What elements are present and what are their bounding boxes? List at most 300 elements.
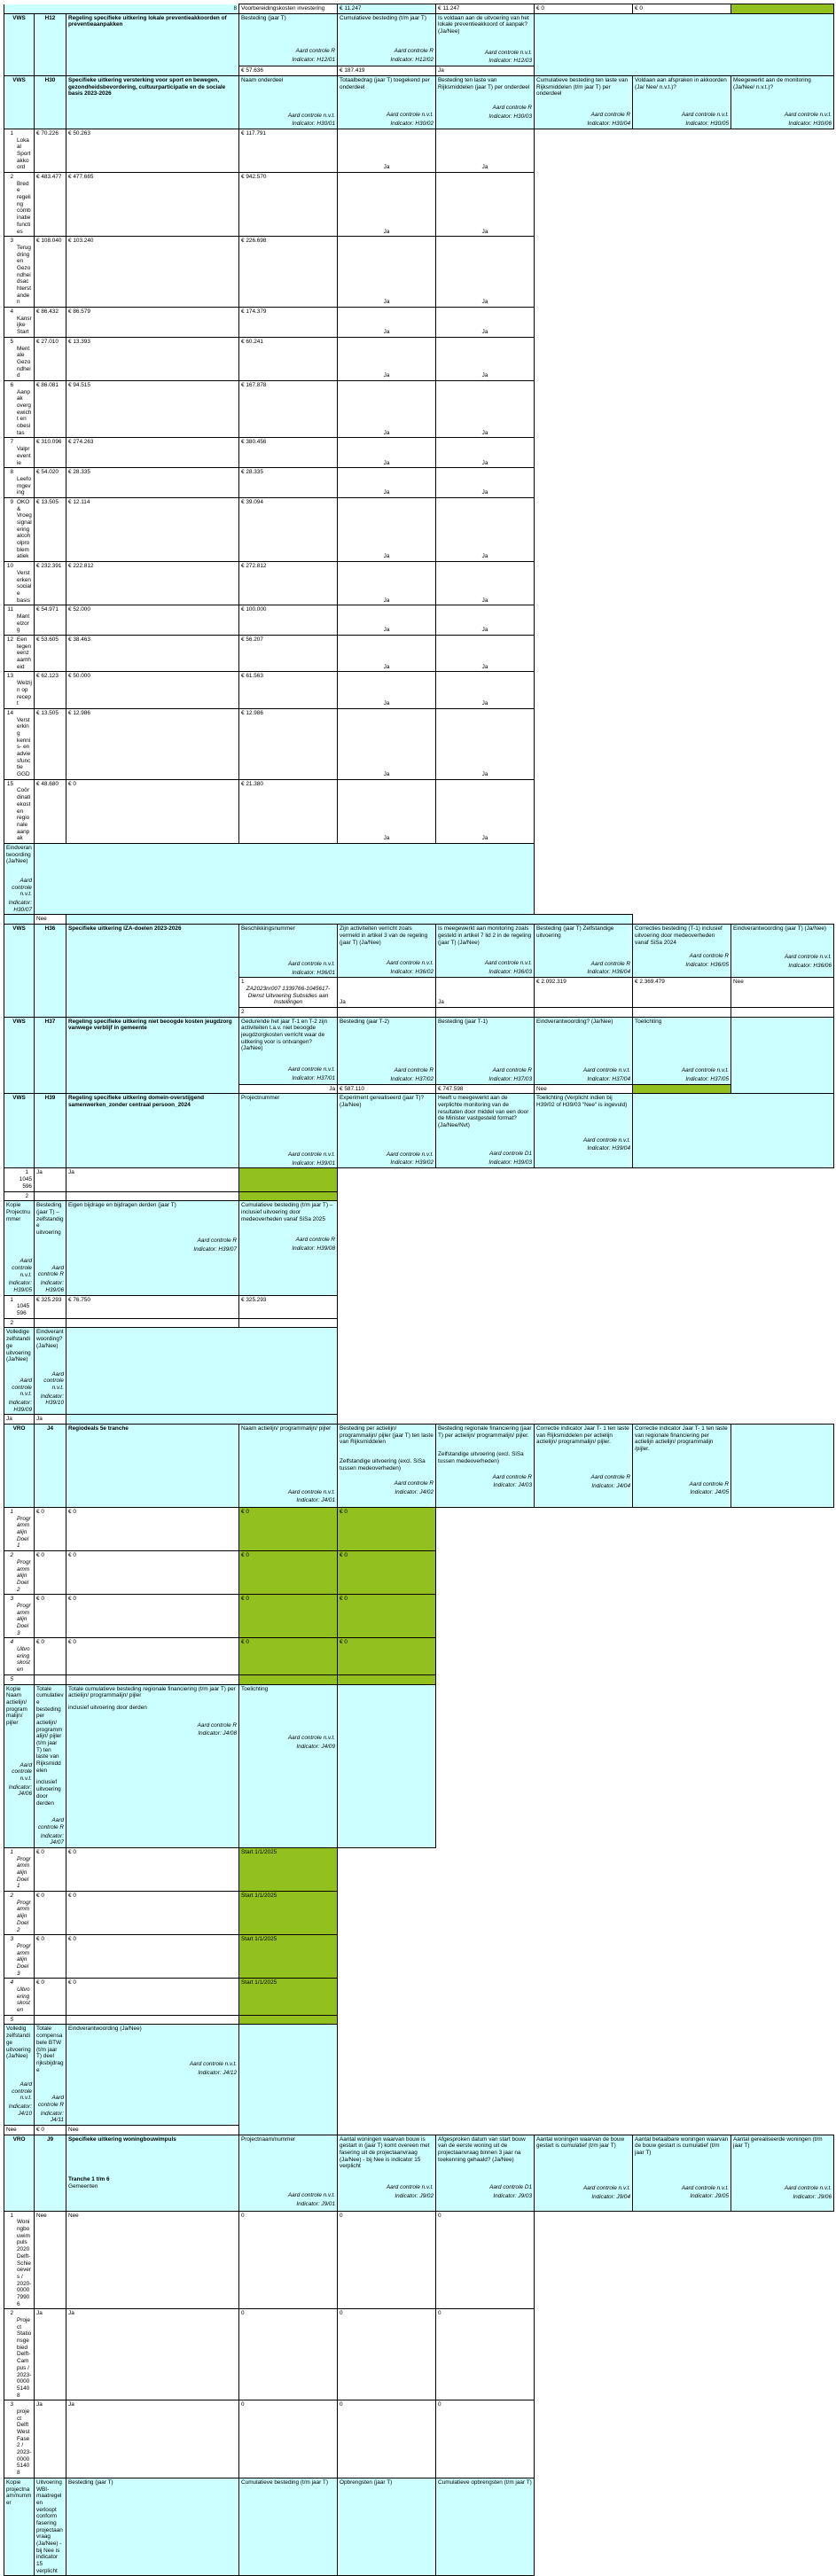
row-index: 1 xyxy=(10,2212,13,2219)
cell-value[interactable]: € 70.226 xyxy=(35,129,66,172)
cell-value[interactable] xyxy=(35,1191,66,1201)
cell-value[interactable]: € 0 xyxy=(66,1508,239,1551)
table-row xyxy=(4,605,834,636)
cell-label[interactable] xyxy=(4,1551,35,1595)
cell-value[interactable]: Ja xyxy=(338,708,436,779)
cell-value[interactable]: € 13.393 xyxy=(66,337,239,380)
cell-value[interactable]: € 0 xyxy=(239,1638,338,1674)
table-row xyxy=(4,438,834,468)
cell-value[interactable]: € 226.698 xyxy=(239,237,338,308)
cell-value[interactable]: € 54.971 xyxy=(35,605,66,636)
cell-value[interactable]: € 52.000 xyxy=(66,605,239,636)
column-header: Correcties besteding (T-1) inclusief uitvoering door medeoverheden vanaf SiSa 2024 Aard controle R Indicator: H36/05 xyxy=(633,925,731,978)
cell-label[interactable] xyxy=(4,2211,35,2309)
column-header: Afgesproken datum van start bouw van de eerste woning uit de projectaanvraag binnen 3 jaar na toekenning gehaald? (Ja/Nee) Aard controle D1 Indicator: J9/03 xyxy=(436,2135,535,2211)
cell-value[interactable]: € 53.605 xyxy=(35,636,66,672)
cell-value[interactable]: € 222.812 xyxy=(66,562,239,605)
cell-value[interactable]: Ja xyxy=(35,2400,66,2478)
cell-label[interactable] xyxy=(4,1295,35,1318)
section-header-j9 xyxy=(4,2135,834,2211)
sisa-table xyxy=(4,4,834,2576)
row-index: 5 xyxy=(10,2016,13,2023)
cell-label[interactable] xyxy=(4,2400,35,2478)
cell-value[interactable]: Ja xyxy=(338,779,436,843)
cell-value[interactable]: Ja xyxy=(338,605,436,636)
cell-value[interactable]: € 167.878 xyxy=(239,380,338,438)
cell-value[interactable]: Ja xyxy=(338,129,436,172)
cell-label[interactable] xyxy=(4,337,35,380)
row-label: Programmalijn Doel 2 xyxy=(17,1558,31,1593)
cell-value[interactable]: Ja xyxy=(66,2400,239,2478)
cell-value[interactable]: Nee xyxy=(35,2211,66,2309)
column-header: Experiment gerealiseerd (jaar T)? (Ja/Nee) Aard controle n.v.t. Indicator: H39/02 xyxy=(338,1094,436,1168)
cell-value[interactable] xyxy=(239,1318,338,1328)
cell-value[interactable]: € 103.240 xyxy=(66,237,239,308)
section-header-j9-2 xyxy=(4,2478,834,2576)
cell-value[interactable]: € 325.293 xyxy=(239,1295,338,1318)
column-header: Kopie Naam actielijn/ programmalijn/ pijler Aard controle n.v.t. Indicator: J4/06 xyxy=(4,1684,35,1847)
cell-value[interactable]: Ja xyxy=(66,2309,239,2400)
cell-value[interactable]: 0 xyxy=(239,2400,338,2478)
column-header: Heeft u meegewerkt aan de verplichte monitoring van de resultaten door middel van een door de Minister vastgesteld format? (Ja/Nee/Nvt) Aard controle D1 Indicator: H39/03 xyxy=(436,1094,535,1168)
column-header: Uitvoering WBI-maatregelen verloopt conform fasering projectaanvraag (Ja/Nee) - bij Nee is indicator 15 verplicht xyxy=(35,2478,66,2576)
cell-value[interactable]: € 12.986 xyxy=(239,708,338,779)
cell-value[interactable]: € 100.000 xyxy=(239,605,338,636)
cell-label[interactable] xyxy=(4,1638,35,1674)
row-index: 2 xyxy=(10,1319,13,1326)
empty-area xyxy=(66,1328,338,1415)
cell-value[interactable]: 0 xyxy=(338,2211,436,2309)
row-index: 5 xyxy=(10,1675,13,1682)
cell-value[interactable]: Ja xyxy=(338,173,436,237)
cell-label[interactable] xyxy=(4,237,35,308)
cell-value[interactable]: € 54.020 xyxy=(35,468,66,498)
cell-value[interactable]: 0 xyxy=(239,2211,338,2309)
empty-area xyxy=(535,13,834,75)
cell-label[interactable] xyxy=(4,380,35,438)
cell-value[interactable]: € 13.505 xyxy=(35,708,66,779)
column-header: Aantal betaalbare woningen waarvan de bouw gestart is cumulatief (t/m jaar T) Aard controle n.v.t. Indicator: J9/05 xyxy=(633,2135,731,2211)
cell-label[interactable] xyxy=(4,1674,35,1684)
column-header: Cumulatieve besteding (t/m jaar T) – inclusief uitvoering door medeoverheden vanaf SiSa 2025 Aard controle R Indicator: H39/08 xyxy=(239,1201,338,1296)
cell-value[interactable]: € 28.335 xyxy=(239,468,338,498)
row-index: 8 xyxy=(10,469,13,476)
cell-value[interactable]: Start 1/1/2025 xyxy=(239,1892,338,1935)
cell-value[interactable]: € 483.477 xyxy=(35,173,66,237)
cell-value[interactable]: € 0 xyxy=(338,1595,436,1638)
cell-value[interactable]: € 0 xyxy=(35,1979,66,2015)
row-index: 2 xyxy=(10,174,13,180)
row-label: Terugdringen Gezondheidsachterstanden xyxy=(17,244,31,306)
cell-label[interactable] xyxy=(4,308,35,338)
cell-value[interactable]: Ja xyxy=(436,129,535,172)
cell-value[interactable]: € 50.263 xyxy=(66,129,239,172)
cell-label[interactable] xyxy=(4,605,35,636)
column-header: Gedurende het jaar T-1 en T-2 zijn activiteiten t.a.v. niet beoogde jeugdzorgkosten verricht waar de uitkering voor is ontvangen? (Ja/Nee) Aard controle n.v.t. Indicator: H37/01 xyxy=(239,1017,338,1084)
cell-value[interactable]: € 0 xyxy=(66,779,239,843)
regulation-code: H39 xyxy=(35,1094,66,1168)
cell-value[interactable] xyxy=(338,1674,436,1684)
cell-value[interactable] xyxy=(239,1191,338,1201)
cell-value[interactable]: 0 xyxy=(338,2400,436,2478)
cell-value[interactable]: 0 xyxy=(436,2309,535,2400)
cell-value[interactable]: Ja xyxy=(436,380,535,438)
column-header: Eindverantwoording? (Ja/Nee) Aard controle n.v.t. Indicator: H39/10 xyxy=(35,1328,66,1415)
cell-value[interactable]: 0 xyxy=(436,2400,535,2478)
cell-value[interactable]: Ja xyxy=(338,672,436,708)
row-index: 3 xyxy=(10,1936,13,1943)
cell-value[interactable]: Ja xyxy=(338,237,436,308)
cell-label[interactable] xyxy=(4,2015,35,2025)
cell-value[interactable]: Ja xyxy=(436,337,535,380)
cell-highlight xyxy=(731,4,834,14)
table-row xyxy=(4,1847,834,1891)
cell-value[interactable] xyxy=(731,1007,834,1017)
cell-value[interactable]: Ja xyxy=(239,1084,338,1094)
table-row xyxy=(4,337,834,380)
empty-area xyxy=(35,843,535,915)
cell-value[interactable]: € 0 xyxy=(239,1551,338,1595)
table-row xyxy=(4,562,834,605)
cell-value[interactable]: € 57.636 xyxy=(239,66,338,76)
cell-value[interactable]: € 12.986 xyxy=(66,708,239,779)
cell-label[interactable] xyxy=(4,562,35,605)
cell-value[interactable]: Ja xyxy=(436,308,535,338)
cell-value[interactable]: € 0 xyxy=(35,1595,66,1638)
cell-value[interactable]: Ja xyxy=(338,337,436,380)
cell-value[interactable]: Ja xyxy=(4,1415,35,1425)
cell-value[interactable]: € 27.010 xyxy=(35,337,66,380)
regulation-code: J9 xyxy=(35,2135,66,2211)
cell-label[interactable] xyxy=(4,708,35,779)
cell-value[interactable]: Ja xyxy=(35,1168,66,1191)
row-label: Project Stationsgebied Delft-Campus / 2023-000051408 xyxy=(17,2317,32,2399)
cell-value[interactable]: € 62.123 xyxy=(35,672,66,708)
section-header-j4-3 xyxy=(4,2025,834,2126)
cell-value[interactable] xyxy=(633,1084,731,1094)
cell-label[interactable] xyxy=(4,1935,35,1979)
cell-value[interactable]: Ja xyxy=(436,66,535,76)
column-header: Projectnummer Aard controle n.v.t. Indicator: H39/01 xyxy=(239,1094,338,1168)
cell-label[interactable] xyxy=(4,1168,35,1191)
cell-value[interactable]: 0 xyxy=(436,2211,535,2309)
column-header: Eindverantwoording (Ja/Nee) Aard controle n.v.t. Indicator: H30/07 xyxy=(4,843,35,915)
cell-value[interactable]: Ja xyxy=(338,308,436,338)
table-row xyxy=(4,1551,834,1595)
cell-value[interactable]: € 0 xyxy=(35,1638,66,1674)
cell-value[interactable]: Ja xyxy=(436,438,535,468)
column-header: Correctie indicator Jaar T- 1 ten laste van regionale financiering per actielijn actielijn/ programmalijn /pijler. Aard controle R Indicator: J4/05 xyxy=(633,1425,731,1508)
cell-value[interactable]: € 94.515 xyxy=(66,380,239,438)
cell-label[interactable] xyxy=(4,672,35,708)
regulation-subtitle-2: Gemeenten xyxy=(68,2183,98,2190)
empty-area xyxy=(66,1415,338,1425)
cell-label[interactable] xyxy=(4,173,35,237)
cell-value[interactable] xyxy=(633,1007,731,1017)
cell-value[interactable]: € 61.563 xyxy=(239,672,338,708)
cell-value[interactable]: € 0 xyxy=(633,4,731,14)
cell-value[interactable]: € 272.812 xyxy=(239,562,338,605)
cell-value[interactable]: Ja xyxy=(436,237,535,308)
cell-value[interactable]: € 0 xyxy=(66,1638,239,1674)
cell-value[interactable]: € 0 xyxy=(66,1935,239,1979)
cell-value[interactable]: Ja xyxy=(338,978,436,1008)
column-header: Besteding (jaar T) Zelfstandige uitvoering Aard controle R Indicator: H36/04 xyxy=(535,925,633,978)
cell-value[interactable]: Ja xyxy=(436,468,535,498)
cell-value[interactable]: 0 xyxy=(338,2309,436,2400)
cell-value[interactable]: € 86.081 xyxy=(35,380,66,438)
table-row xyxy=(4,237,834,308)
row-label: Leefomgeving xyxy=(17,475,31,496)
cell-value[interactable]: Nee xyxy=(35,915,66,925)
row-label: OKO & Vroegsignalering alcoholproblematiek xyxy=(17,498,32,560)
regulation-title: Specifieke uitkering IZA-doelen 2023-2026 xyxy=(66,925,239,1018)
regulation-title: Specifieke uitkering woningbouwimpuls xyxy=(68,2135,176,2143)
column-header: Besteding ten laste van Rijksmiddelen (jaar T) per onderdeel Aard controle R Indicator: H30/03 xyxy=(436,75,535,129)
cell-value[interactable]: Start 1/1/2025 xyxy=(239,1935,338,1979)
cell-value[interactable]: € 380.456 xyxy=(239,438,338,468)
cell-value[interactable]: Ja xyxy=(35,2309,66,2400)
cell-value[interactable]: Ja xyxy=(338,380,436,438)
cell-value[interactable]: € 2.369.479 xyxy=(633,978,731,1008)
table-row xyxy=(4,636,834,672)
cell-value[interactable]: € 0 xyxy=(35,2126,66,2135)
table-row xyxy=(4,1979,834,2015)
cell-value[interactable] xyxy=(35,2015,66,2025)
row-index: 7 xyxy=(10,439,13,446)
cell-value[interactable]: € 76.750 xyxy=(66,1295,239,1318)
dept-code: VWS xyxy=(4,1017,35,1094)
cell-value[interactable]: € 0 xyxy=(66,1551,239,1595)
cell-value[interactable]: € 0 xyxy=(239,1508,338,1551)
cell-value[interactable]: € 2.092.319 xyxy=(535,978,633,1008)
cell-value[interactable]: € 11.247 xyxy=(436,4,535,14)
column-header: Besteding per actielijn/ programmalijn/ pijler (jaar T) ten laste van Rijksmiddelen Zelfstandige uitvoering (excl. SiSa tussen medeoverheden) Aard controle R Indicator: J4/02 xyxy=(338,1425,436,1508)
cell-value[interactable]: € 48.680 xyxy=(35,779,66,843)
cell-label[interactable] xyxy=(4,438,35,468)
cell-value[interactable]: € 747.598 xyxy=(436,1084,535,1094)
cell-label[interactable] xyxy=(4,1892,35,1935)
cell-value[interactable] xyxy=(35,1318,66,1328)
cell-value[interactable]: Nee xyxy=(535,1084,633,1094)
cell-value[interactable] xyxy=(66,1318,239,1328)
cell-value[interactable]: € 0 xyxy=(338,1551,436,1595)
cell-value[interactable]: 0 xyxy=(239,2309,338,2400)
sisa-spreadsheet xyxy=(4,4,833,2576)
column-header: Besteding (jaar T) Aard controle R Indicator: H12/01 xyxy=(239,13,338,66)
column-header: Meegewerkt aan de monitoring (Ja/Nee/ n.v.t.)? Aard controle n.v.t. Indicator: H30/06 xyxy=(731,75,834,129)
cell-value[interactable]: € 86.579 xyxy=(66,308,239,338)
cell-value[interactable]: Ja xyxy=(436,605,535,636)
row-index: 2 xyxy=(10,1552,13,1559)
cell-value[interactable]: € 0 xyxy=(535,4,633,14)
table-row xyxy=(4,915,834,925)
cell-value[interactable]: € 0 xyxy=(239,1595,338,1638)
cell-value[interactable]: € 325.293 xyxy=(35,1295,66,1318)
cell-value[interactable]: € 11.247 xyxy=(338,4,436,14)
cell-value[interactable]: Ja xyxy=(66,1168,239,1191)
cell-value[interactable]: € 0 xyxy=(35,1847,66,1891)
cell-value[interactable]: Ja xyxy=(436,562,535,605)
row-label: Aanpak overgewicht en obesitas xyxy=(17,388,32,436)
empty-area xyxy=(239,2025,338,2135)
row-index: 1 xyxy=(10,1509,13,1515)
section-header-j4 xyxy=(4,1425,834,1508)
row-index: 13 xyxy=(6,673,13,680)
cell-value[interactable]: Ja xyxy=(436,708,535,779)
cell-value[interactable]: Ja xyxy=(338,562,436,605)
cell-value[interactable]: Nee xyxy=(66,2126,239,2135)
cell-label[interactable] xyxy=(4,1508,35,1551)
cell-value[interactable]: 1 ZA2023nr007 1339766-1045617-Dienst Uitvoering Subsidies aan Instellingen xyxy=(239,978,338,1008)
cell-value[interactable]: € 0 xyxy=(35,1508,66,1551)
table-row xyxy=(4,1892,834,1935)
column-header: Beschikkingsnummer Aard controle n.v.t. Indicator: H36/01 xyxy=(239,925,338,978)
cell-value[interactable]: € 187.419 xyxy=(338,66,436,76)
cell-value[interactable]: € 0 xyxy=(66,1595,239,1638)
cell-label[interactable] xyxy=(4,2309,35,2400)
cell-value[interactable]: € 477.665 xyxy=(66,173,239,237)
table-row xyxy=(4,2309,834,2400)
cell-value[interactable] xyxy=(338,1007,436,1017)
empty-area xyxy=(66,915,633,925)
column-header: Toelichting Aard controle n.v.t. Indicator: J4/09 xyxy=(239,1684,338,1847)
cell-label[interactable] xyxy=(4,1318,35,1328)
cell-value[interactable]: Ja xyxy=(436,173,535,237)
row-index: 8 xyxy=(4,4,239,14)
cell-label[interactable]: Voorbereidingskosten investering xyxy=(239,4,338,14)
cell-label[interactable] xyxy=(4,497,35,561)
cell-label[interactable] xyxy=(4,129,35,172)
cell-value[interactable]: Ja xyxy=(338,497,436,561)
cell-value[interactable]: Nee xyxy=(66,2211,239,2309)
cell-label[interactable] xyxy=(4,1979,35,2015)
regulation-title: Regiodeals 5e tranche xyxy=(66,1425,239,1508)
cell-value[interactable]: € 38.463 xyxy=(66,636,239,672)
column-header: Besteding (jaar T-2) Aard controle R Indicator: H37/02 xyxy=(338,1017,436,1084)
cell-label[interactable] xyxy=(4,1191,35,1201)
cell-value[interactable]: € 13.505 xyxy=(35,497,66,561)
column-header: Toelichting (Verplicht indien bij H39/02 of H39/03 "Nee" is ingevuld) Aard controle n.v.t. Indicator: H39/04 xyxy=(535,1094,633,1168)
cell-value[interactable]: € 174.379 xyxy=(239,308,338,338)
table-row xyxy=(4,779,834,843)
cell-value[interactable]: Start 1/1/2025 xyxy=(239,1847,338,1891)
cell-label[interactable] xyxy=(4,636,35,672)
regulation-code: H37 xyxy=(35,1017,66,1094)
cell-value[interactable]: € 12.114 xyxy=(66,497,239,561)
table-row xyxy=(4,1295,834,1318)
cell-value[interactable]: Ja xyxy=(35,1415,66,1425)
cell-value[interactable]: € 39.094 xyxy=(239,497,338,561)
cell-label[interactable] xyxy=(4,1595,35,1638)
cell-value[interactable]: € 0 xyxy=(35,1551,66,1595)
cell-value[interactable]: Nee xyxy=(731,978,834,1008)
cell-value[interactable]: € 56.207 xyxy=(239,636,338,672)
cell-value[interactable] xyxy=(535,1007,633,1017)
column-header: Eindverantwoording? (Ja/Nee) Aard controle n.v.t. Indicator: H37/04 xyxy=(535,1017,633,1084)
cell-value[interactable]: € 0 xyxy=(35,1892,66,1935)
cell-value[interactable]: Ja xyxy=(338,438,436,468)
cell-value[interactable]: Start 1/1/2025 xyxy=(239,1979,338,2015)
cell-value[interactable] xyxy=(436,1007,535,1017)
cell-label[interactable] xyxy=(4,779,35,843)
cell-value[interactable]: 2 xyxy=(239,1007,338,1017)
row-index: 9 xyxy=(10,498,13,505)
cell-value[interactable]: € 232.391 xyxy=(35,562,66,605)
column-header: Besteding regionale financiering (jaar T) per actielijn/ programmalijn/ pijler. Zelfstandige uitvoering (excl. SiSa tussen medeoverheden) Aard controle R Indicator: J4/03 xyxy=(436,1425,535,1508)
cell-value[interactable] xyxy=(239,1674,338,1684)
cell-value[interactable]: € 28.335 xyxy=(66,468,239,498)
cell-value[interactable]: Nee xyxy=(4,2126,35,2135)
section-header-h37 xyxy=(4,1017,834,1084)
cell-value[interactable] xyxy=(66,2015,239,2025)
cell-value[interactable] xyxy=(239,1168,338,1191)
cell-value[interactable]: Ja xyxy=(338,636,436,672)
regulation-subtitle: Tranche 1 t/m 6 xyxy=(68,2176,110,2183)
table-row xyxy=(4,1508,834,1551)
cell-label[interactable] xyxy=(4,1847,35,1891)
row-label: Versterking kennis- en adviesfunctie GGD xyxy=(17,716,31,778)
column-header: Is voldaan aan de uitvoering van het lokale preventieakkoord of aanpak? (Ja/Nee) Aard controle n.v.t. Indicator: H12/03 xyxy=(436,13,535,66)
cell-value[interactable]: € 310.096 xyxy=(35,438,66,468)
cell-value[interactable]: € 86.432 xyxy=(35,308,66,338)
cell-value[interactable]: € 60.241 xyxy=(239,337,338,380)
column-header: Aantal gerealiseerde woningen (t/m jaar T) Aard controle n.v.t. Indicator: J9/06 xyxy=(731,2135,834,2211)
cell-value[interactable]: € 0 xyxy=(338,1508,436,1551)
cell-value[interactable]: Ja xyxy=(436,978,535,1008)
table-row xyxy=(4,1168,834,1191)
row-index: 2 xyxy=(10,1893,13,1900)
cell-value[interactable]: € 117.791 xyxy=(239,129,338,172)
cell-value[interactable]: € 0 xyxy=(66,1979,239,2015)
cell-value[interactable]: € 50.000 xyxy=(66,672,239,708)
cell-value[interactable]: € 0 xyxy=(35,1935,66,1979)
cell-label[interactable] xyxy=(4,468,35,498)
cell-value[interactable]: € 942.570 xyxy=(239,173,338,237)
column-header: Besteding (jaar T) – zelfstandige uitvoering Aard controle R Indicator: H39/06 xyxy=(35,1201,66,1296)
section-header-h30-final xyxy=(4,843,834,915)
cell-value[interactable]: € 0 xyxy=(66,1847,239,1891)
cell-value[interactable]: Ja xyxy=(338,468,436,498)
cell-value[interactable]: € 0 xyxy=(66,1892,239,1935)
table-row xyxy=(4,308,834,338)
row-index: 3 xyxy=(10,1596,13,1603)
cell-value[interactable]: Ja xyxy=(436,672,535,708)
row-label: Coördinatiekosten regionale aanpak xyxy=(17,787,31,842)
regulation-title: Specifieke uitkering versterking voor sport en bewegen, gezondheidsbevordering, cultuurparticipatie en de sociale basis 2023-2026 xyxy=(66,75,239,129)
table-row xyxy=(4,468,834,498)
cell-value[interactable]: € 274.263 xyxy=(66,438,239,468)
cell-value[interactable] xyxy=(66,1191,239,1201)
cell-value[interactable]: € 0 xyxy=(338,1638,436,1674)
column-header: Totale cumulatieve besteding per actielijn/ programmalijn/ pijler (t/m jaar T) ten laste van Rijksmiddelen inclusief uitvoering door derden Aard controle R Indicator: J4/07 xyxy=(35,1684,66,1847)
cell-value[interactable]: Ja xyxy=(436,497,535,561)
cell-value[interactable] xyxy=(66,1674,239,1684)
cell-value[interactable]: € 108.040 xyxy=(35,237,66,308)
regulation-title: Regeling specifieke uitkering lokale preventieakkoorden of preventieaanpakken xyxy=(66,13,239,75)
row-label: Programmalijn Doel 1 xyxy=(17,1515,31,1550)
cell-value[interactable]: € 587.110 xyxy=(338,1084,436,1094)
cell-value[interactable]: Ja xyxy=(436,636,535,672)
row-label: Welzijn op recept xyxy=(17,680,32,707)
table-row xyxy=(4,1318,834,1328)
cell-value[interactable]: € 21.380 xyxy=(239,779,338,843)
cell-value[interactable] xyxy=(35,1674,66,1684)
dept-code: VRO xyxy=(4,2135,35,2211)
cell-value[interactable] xyxy=(239,2015,338,2025)
regulation-code: J4 xyxy=(35,1425,66,1508)
cell-value[interactable]: Ja xyxy=(436,779,535,843)
